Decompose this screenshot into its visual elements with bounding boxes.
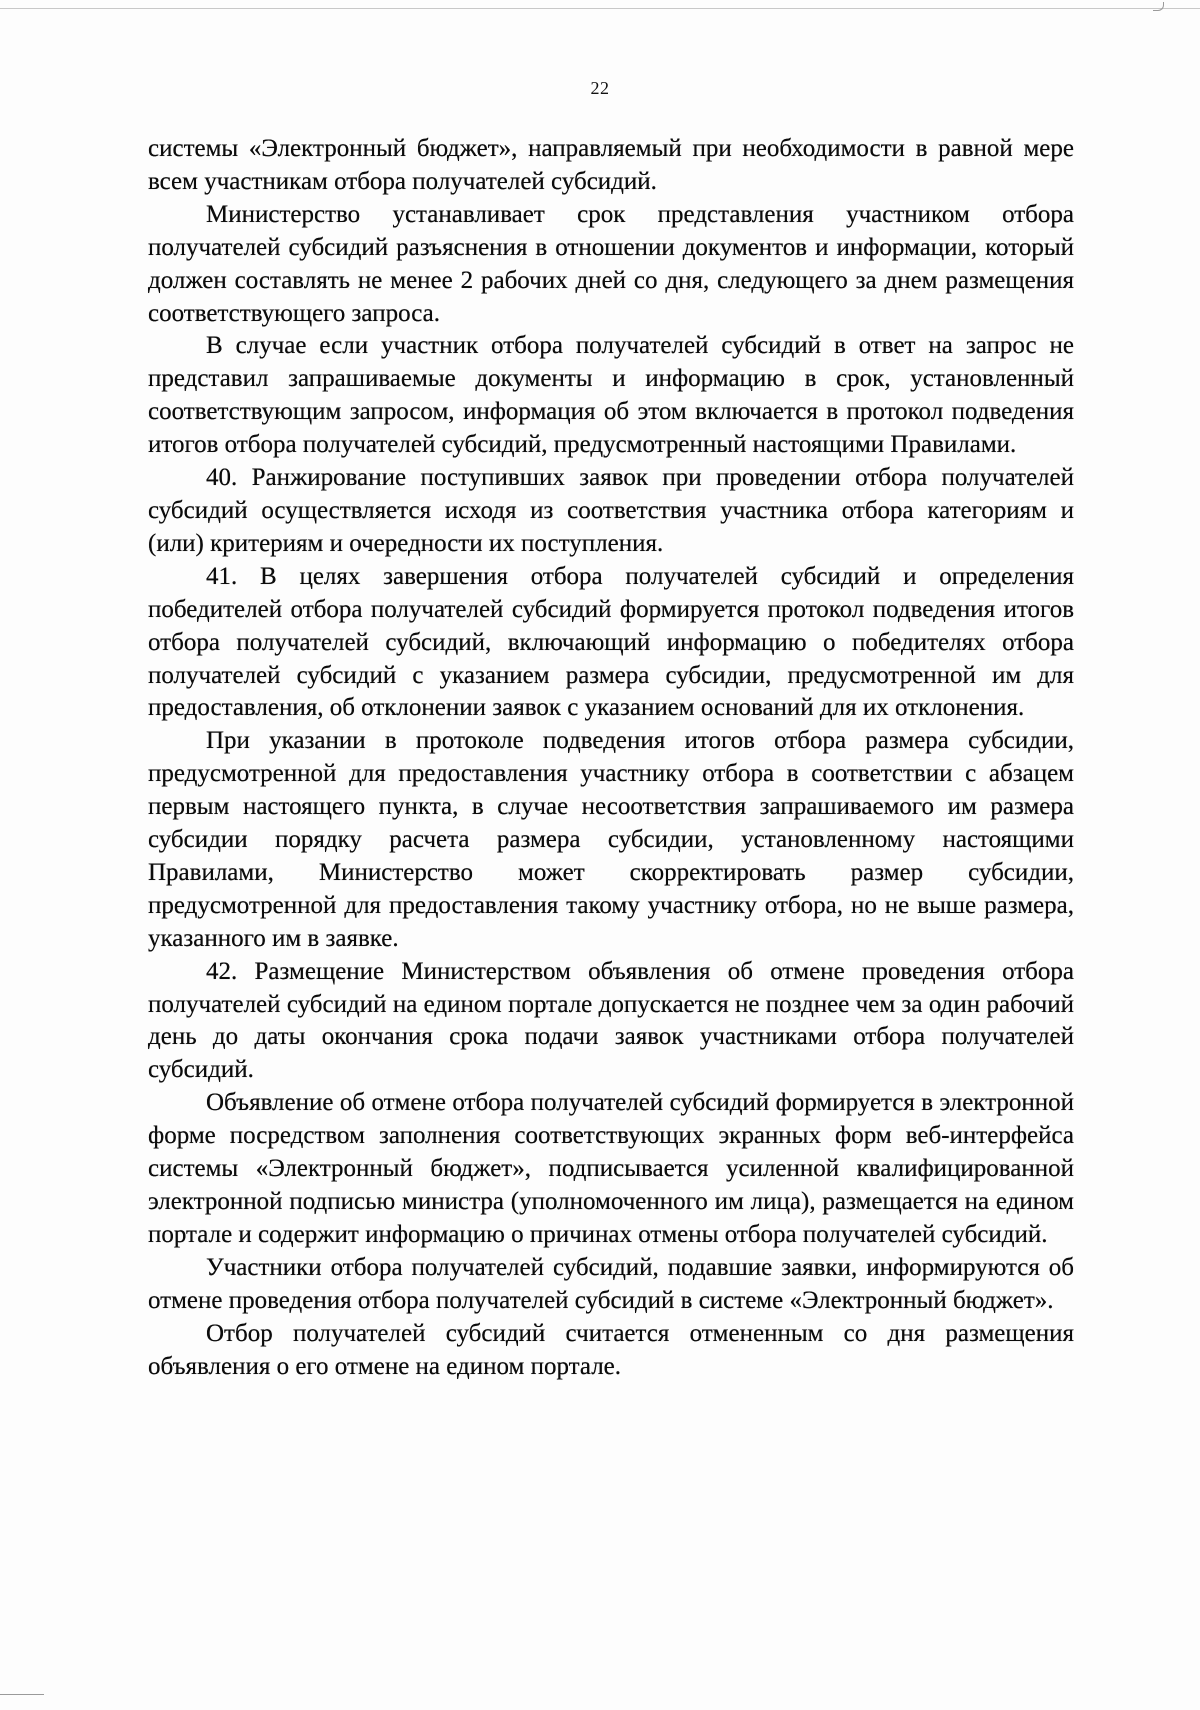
scan-top-edge-line: [0, 8, 1200, 9]
paragraph-continuation: системы «Электронный бюджет», направляемый при необходимости в равной мере всем участникам отбора получателей субсидий.: [148, 135, 1074, 195]
document-body: [148, 133, 1074, 1383]
paragraph-cancellation-notice: Объявление об отмене отбора получателей субсидий формируется в электронной форме посредством заполнения соответствующих экранных форм веб-интерфейса системы «Электронный бюджет», подписывается усиленной квалифицированной электронной подписью министра (уполномоченного им лица), размещается на едином портале и содержит информацию о причинах отмены отбора получателей субсидий.: [148, 1089, 1074, 1248]
paragraph-cancellation-effective: Отбор получателей субсидий считается отмененным со дня размещения объявления о его отмене на едином портале.: [148, 1319, 1074, 1380]
paragraph-item-42: 42. Размещение Министерством объявления об отмене проведения отбора получателей субсидий на едином портале допускается не позднее чем за один рабочий день до даты окончания срока подачи заявок участниками отбора получателей субсидий.: [148, 957, 1074, 1084]
page-number: 22: [590, 78, 610, 98]
paragraph-item-41: 41. В целях завершения отбора получателей субсидий и определения победителей отбора получателей субсидий формируется протокол подведения итогов отбора получателей субсидий, включающий информацию о победителях отбора получателей субсидий с указанием размера субсидии, предусмотренной им для предоставления, об отклонении заявок с указанием оснований для их отклонения.: [148, 562, 1074, 722]
paragraph-missing-documents: В случае если участник отбора получателей субсидий в ответ на запрос не представил запрашиваемые документы и информацию в срок, установленный соответствующим запросом, информация об этом включается в протокол подведения итогов отбора получателей субсидий, предусмотренный настоящими Правилами.: [148, 332, 1074, 459]
scan-bottom-edge-line: [0, 1694, 44, 1695]
paragraph-item-40: 40. Ранжирование поступивших заявок при проведении отбора получателей субсидий осуществляется исходя из соответствия участника отбора категориям и (или) критериям и очередности их поступления.: [148, 464, 1074, 557]
paragraph-subsidy-adjustment: При указании в протоколе подведения итогов отбора размера субсидии, предусмотренной для предоставления участнику отбора в соответствии с абзацем первым настоящего пункта, в случае несоответствия запрашиваемого им размера субсидии порядку расчета размера субсидии, установленному настоящими Правилами, Министерство может скорректировать размер субсидии, предусмотренной для предоставления такому участнику отбора, но не выше размера, указанного им в заявке.: [148, 727, 1074, 952]
paragraph-participants-informed: Участники отбора получателей субсидий, подавшие заявки, информируются об отмене проведения отбора получателей субсидий в системе «Электронный бюджет».: [148, 1253, 1074, 1314]
paragraph-clarification-deadline: Министерство устанавливает срок представления участником отбора получателей субсидий разъяснения в отношении документов и информации, который должен составлять не менее 2 рабочих дней со дня, следующего за днем размещения соответствующего запроса.: [148, 200, 1074, 327]
scan-corner-mark: [1153, 2, 1164, 11]
